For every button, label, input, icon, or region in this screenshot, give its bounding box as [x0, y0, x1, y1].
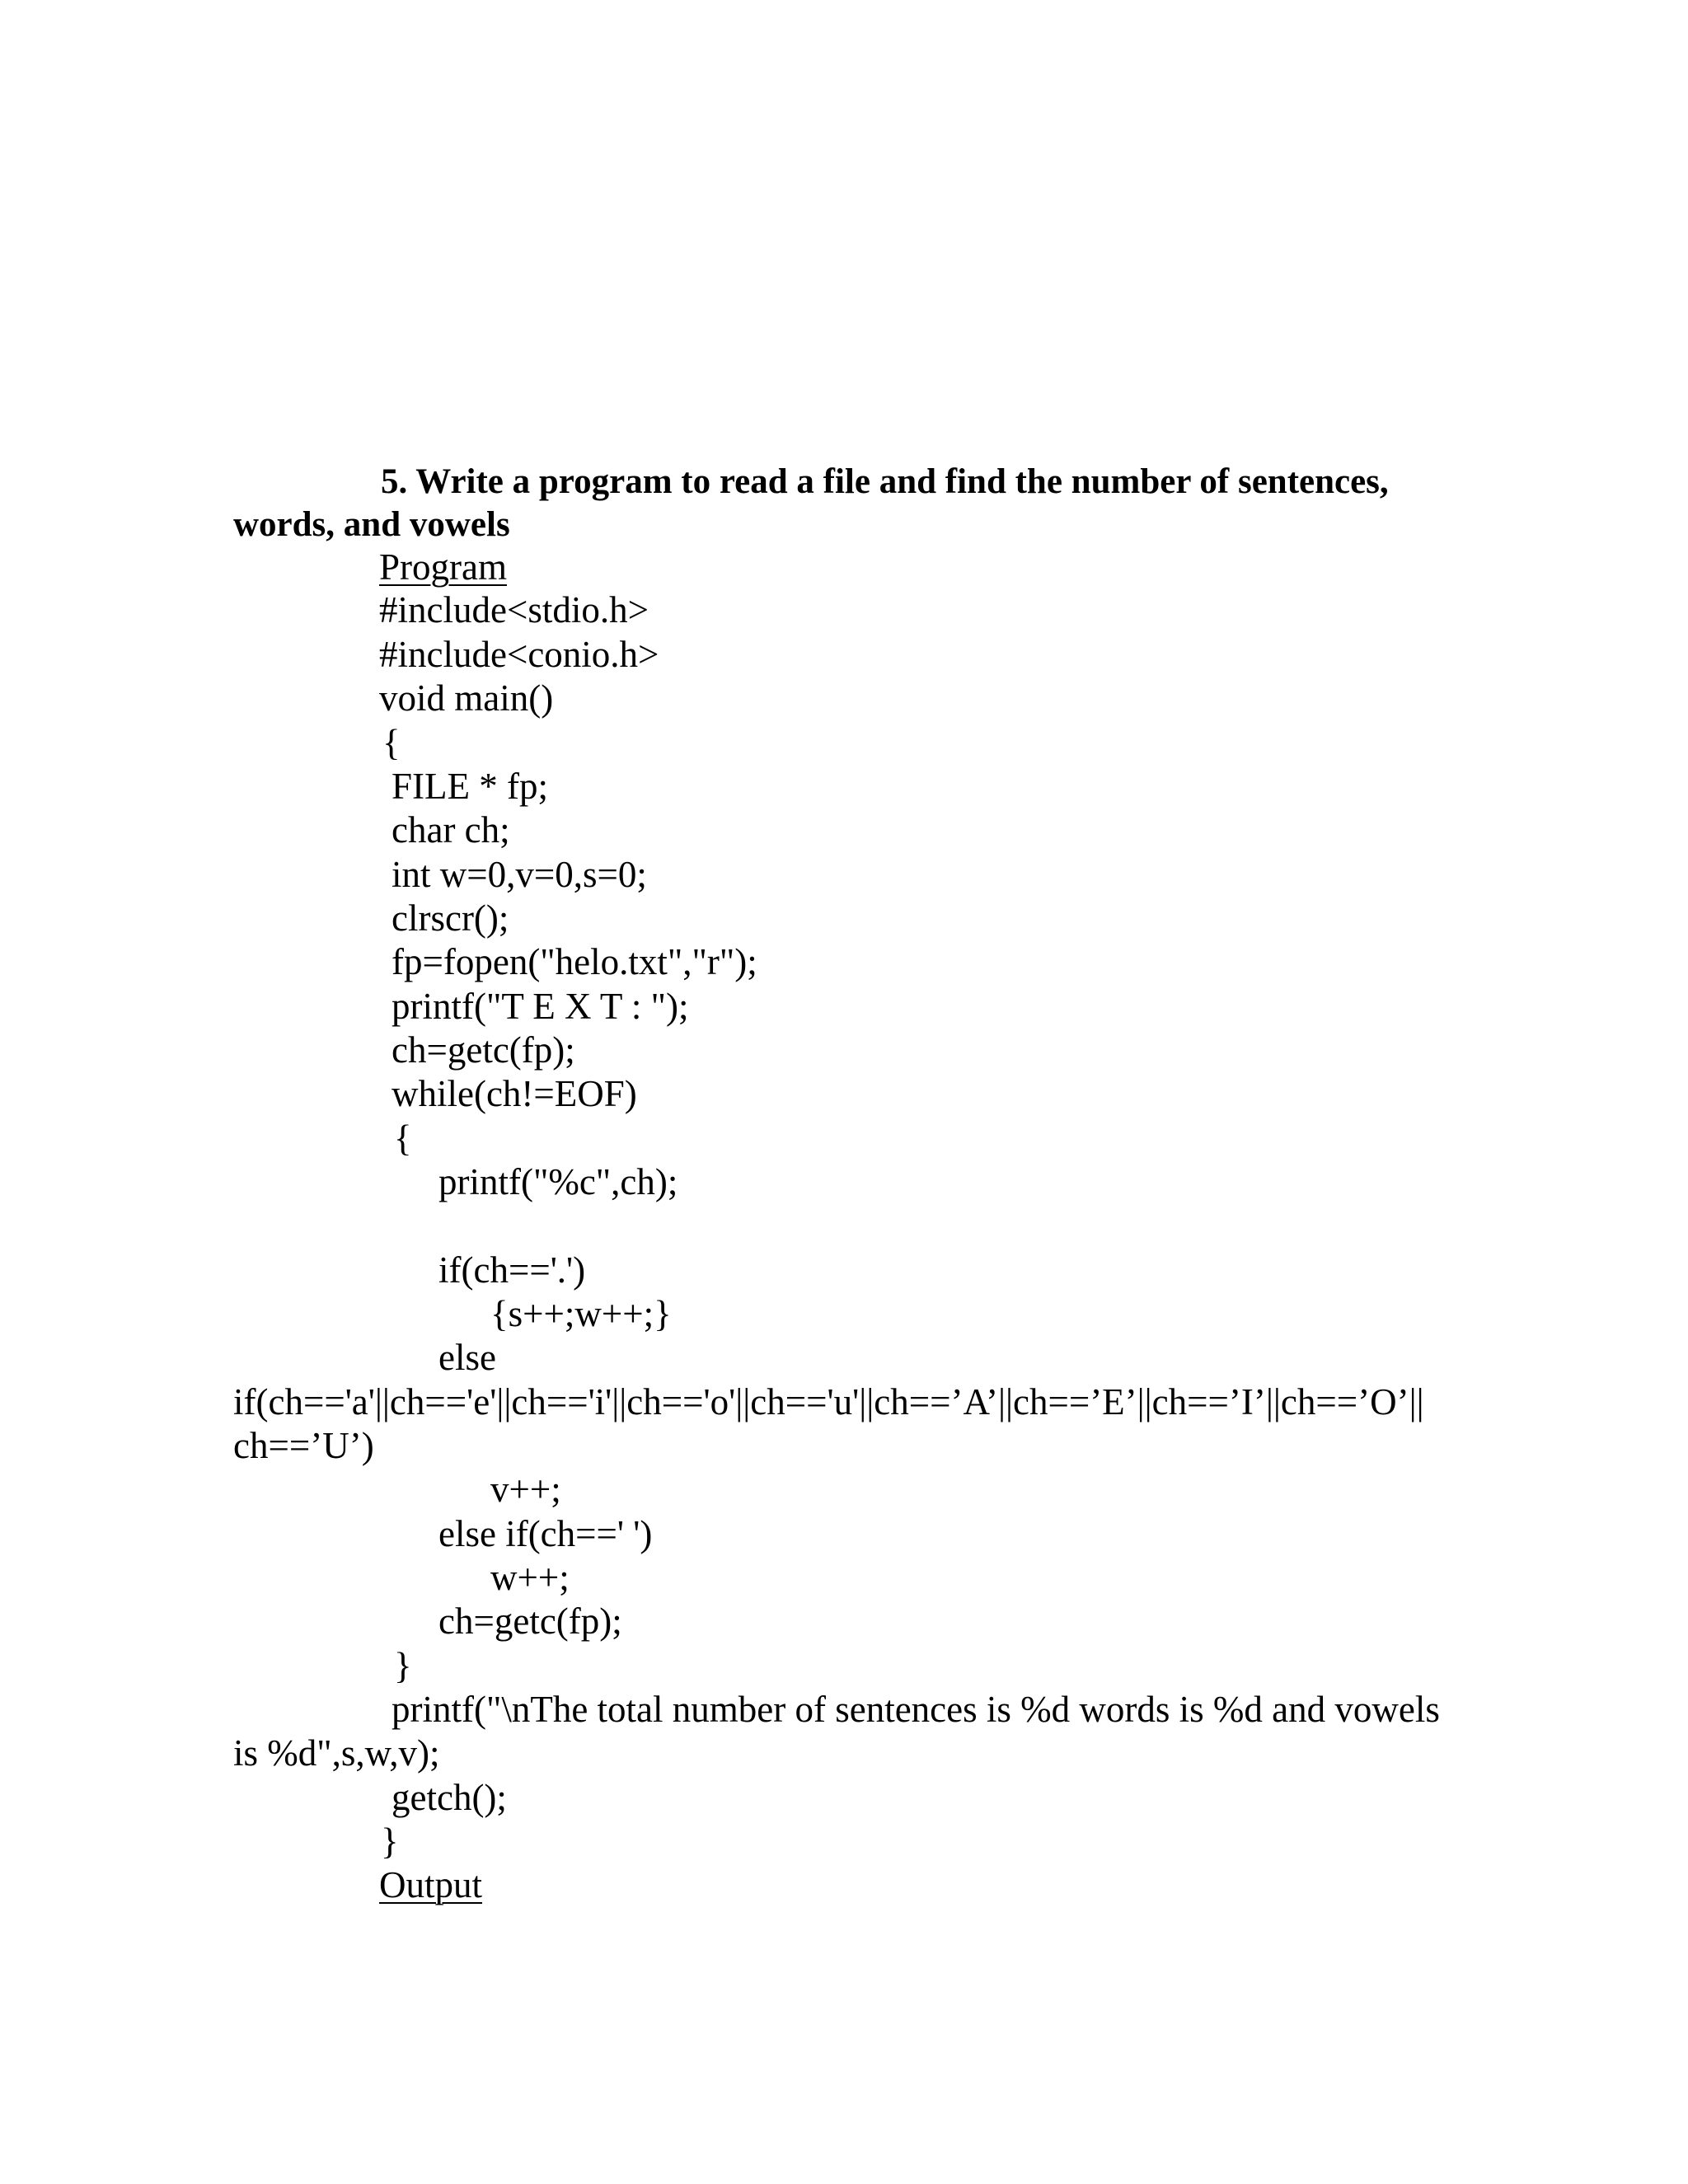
- code-line: if(ch=='a'||ch=='e'||ch=='i'||ch=='o'||ch=='u'||ch==’A’||ch==’E’||ch==’I’||ch==’O’||: [233, 1381, 1424, 1422]
- code-line: clrscr();: [392, 898, 509, 939]
- code-line: char ch;: [392, 809, 510, 851]
- code-line: printf("T E X T : ");: [392, 986, 689, 1027]
- code-line: ch=getc(fp);: [438, 1601, 622, 1642]
- code-line: }: [381, 1821, 399, 1862]
- program-label: Program: [379, 546, 507, 588]
- code-line: #include<stdio.h>: [379, 589, 649, 630]
- question-heading-line-2: words, and vowels: [233, 505, 510, 544]
- code-line: #include<conio.h>: [379, 634, 659, 675]
- code-line: int w=0,v=0,s=0;: [392, 854, 647, 895]
- code-line: getch();: [392, 1777, 507, 1818]
- question-heading-line-1: 5. Write a program to read a file and find the number of sentences,: [381, 462, 1389, 501]
- code-line: FILE * fp;: [392, 766, 548, 807]
- code-line: }: [394, 1645, 412, 1686]
- code-line: is %d",s,w,v);: [233, 1732, 440, 1774]
- code-line: {: [382, 722, 401, 763]
- code-line: ch==’U’): [233, 1425, 374, 1466]
- code-line: while(ch!=EOF): [392, 1073, 637, 1114]
- code-line: w++;: [490, 1557, 570, 1598]
- code-line: {: [394, 1118, 412, 1159]
- code-line: void main(): [379, 677, 554, 719]
- code-line: fp=fopen("helo.txt","r");: [392, 941, 757, 982]
- code-line: {s++;w++;}: [490, 1293, 672, 1334]
- code-line: printf("\nThe total number of sentences is %d words is %d and vowels: [392, 1689, 1440, 1730]
- code-line: v++;: [490, 1469, 561, 1510]
- code-line: else if(ch==' '): [438, 1513, 653, 1554]
- output-label: Output: [379, 1864, 483, 1905]
- code-line: else: [438, 1337, 496, 1378]
- code-line: printf("%c",ch);: [438, 1161, 678, 1202]
- code-line: if(ch=='.'): [438, 1249, 586, 1291]
- code-line: ch=getc(fp);: [392, 1029, 575, 1071]
